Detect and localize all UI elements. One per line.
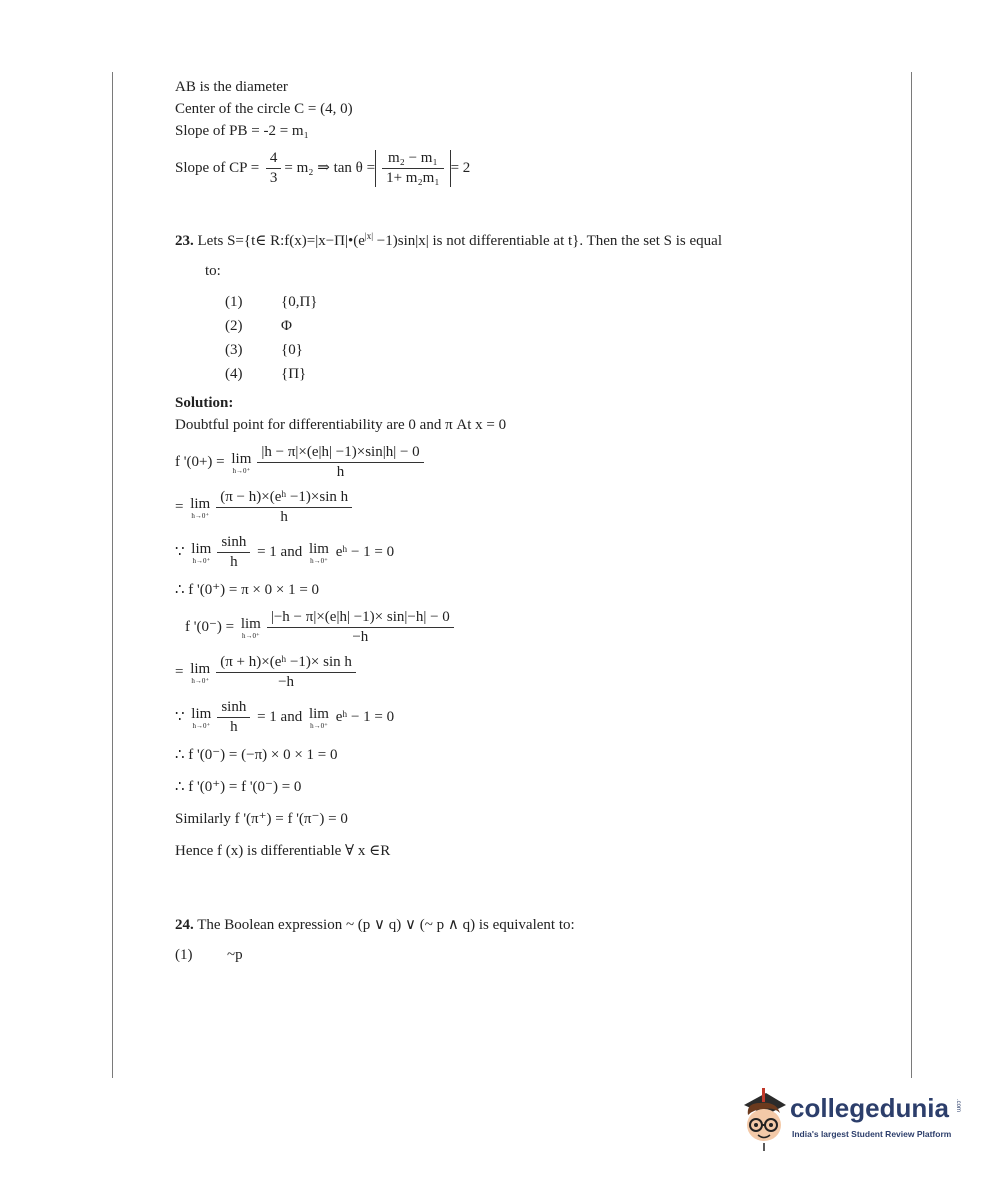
question-23-number: 23.: [175, 233, 194, 249]
equation-3: [175, 534, 875, 571]
left-margin-rule: [112, 72, 113, 1078]
question-24-number: 24.: [175, 917, 194, 933]
question-24: [175, 914, 875, 936]
slope-cp-end: = 2: [450, 159, 471, 176]
equation-right-derivative: [175, 444, 875, 481]
option-value: {0}: [281, 342, 303, 358]
tan-fraction-den: 1+ m₂m₁: [382, 168, 444, 187]
limit-subscript: h→0⁺: [192, 721, 211, 730]
question-23-options: [225, 290, 875, 386]
eq7-num: sinh: [221, 699, 247, 715]
limit-operator: [309, 706, 329, 730]
question-23-text-a: Lets S={t∈ R:f(x)=|x−Π|•(e: [197, 233, 365, 249]
limit-subscript: h→0⁺: [241, 631, 260, 640]
limit-operator: [191, 706, 211, 730]
slope-cp-equation: [175, 150, 875, 187]
intro-line-2: Center of the circle C = (4, 0): [175, 101, 353, 117]
mascot-icon: [740, 1085, 790, 1155]
slope-cp-lead: Slope of CP =: [175, 159, 263, 176]
option-number: (1): [225, 294, 243, 310]
eq7-fraction: [217, 699, 250, 736]
option-number: (3): [225, 342, 243, 358]
eq6-fraction: [216, 654, 356, 691]
eq2-num: (π − h)×(eʰ −1)×sin h: [220, 489, 349, 505]
option-item: [225, 362, 875, 386]
equation-similarly: Similarly f '(π⁺) = f '(π⁻) = 0: [175, 811, 348, 827]
option-number: (4): [225, 366, 243, 382]
eq2-lhs: =: [175, 498, 188, 515]
limit-operator: [191, 541, 211, 565]
option-number: (1): [175, 947, 193, 963]
limit-word: lim: [240, 615, 261, 632]
eq6-lhs: =: [175, 663, 188, 680]
equation-left-derivative: [185, 609, 875, 646]
limit-operator: [241, 616, 261, 640]
tan-fraction-num: m₂ − m₁: [387, 150, 438, 166]
solution-heading: Solution:: [175, 395, 234, 411]
limit-word: lim: [190, 660, 211, 677]
tan-abs-value: [375, 150, 451, 187]
eq5-num: |−h − π|×(e|h| −1)× sin|−h| − 0: [270, 609, 450, 625]
eq6-num: (π + h)×(eʰ −1)× sin h: [220, 654, 352, 670]
eq2-fraction: [216, 489, 352, 526]
limit-word: lim: [191, 705, 212, 722]
limit-operator: [190, 496, 210, 520]
limit-word: lim: [308, 540, 329, 557]
eq3-end: eʰ − 1 = 0: [331, 543, 395, 560]
option-value: {0,Π}: [281, 294, 318, 310]
option-item: [225, 338, 875, 362]
because-symbol: ∵: [175, 543, 189, 560]
limit-subscript: h→0⁺: [232, 466, 251, 475]
limit-subscript: h→0⁺: [191, 511, 210, 520]
eq7-mid: = 1 and: [253, 708, 306, 725]
question-23-text-c: to:: [205, 263, 221, 279]
limit-subscript: h→0⁺: [192, 556, 211, 565]
brand-domain: .com: [955, 1099, 961, 1113]
limit-subscript: h→0⁺: [191, 676, 210, 685]
eq7-end: eʰ − 1 = 0: [331, 708, 395, 725]
intro-line-3: Slope of PB = -2 = m₁: [175, 123, 309, 139]
eq3-num: sinh: [221, 534, 247, 550]
because-symbol: ∵: [175, 708, 189, 725]
equation-4: ∴ f '(0⁺) = π × 0 × 1 = 0: [175, 582, 320, 598]
slope-fraction: [266, 150, 282, 187]
brand-tagline: India's largest Student Review Platform: [792, 1129, 952, 1139]
limit-word: lim: [191, 540, 212, 557]
limit-word: lim: [231, 450, 252, 467]
eq1-fraction: [257, 444, 423, 481]
eq3-mid: = 1 and: [253, 543, 306, 560]
solution-intro: Doubtful point for differentiability are 0 and π At x = 0: [175, 417, 507, 433]
brand-name: collegedunia: [790, 1093, 949, 1123]
eq1-num: |h − π|×(e|h| −1)×sin|h| − 0: [261, 444, 420, 460]
question-23: [175, 225, 875, 252]
eq3-den: h: [217, 552, 250, 571]
collegedunia-logo: [740, 1085, 970, 1155]
option-value: {Π}: [281, 366, 307, 382]
slope-cp-mid: = m₂ ⇒ tan θ =: [284, 159, 376, 176]
option-item: [225, 314, 875, 338]
limit-operator: [231, 451, 251, 475]
equation-2: [175, 489, 875, 526]
question-24-option-1: [175, 944, 875, 966]
eq5-lhs: f '(0⁻) =: [185, 618, 238, 635]
question-23-text-b: −1)sin|x| is not differentiable at t}. Then the set S is equal: [373, 233, 722, 249]
equation-6: [175, 654, 875, 691]
option-item: [225, 290, 875, 314]
limit-word: lim: [308, 705, 329, 722]
eq1-den: h: [257, 462, 423, 481]
limit-subscript: h→0⁺: [310, 556, 328, 565]
slope-fraction-num: 4: [269, 150, 278, 166]
limit-word: lim: [190, 495, 211, 512]
eq2-den: h: [216, 507, 352, 526]
question-23-exponent: |x|: [364, 231, 374, 241]
option-value: ~p: [227, 947, 243, 963]
tan-fraction: [382, 150, 444, 187]
right-margin-rule: [911, 72, 912, 1078]
eq5-fraction: [267, 609, 454, 646]
page-content: [175, 76, 875, 966]
eq5-den: −h: [267, 627, 454, 646]
equation-conclusion: Hence f (x) is differentiable ∀ x ∈R: [175, 843, 391, 859]
eq3-fraction: [217, 534, 250, 571]
question-24-text: The Boolean expression ~ (p ∨ q) ∨ (~ p ∧ q) is equivalent to:: [193, 917, 575, 933]
eq7-den: h: [217, 717, 250, 736]
limit-subscript: h→0⁺: [310, 721, 328, 730]
option-value: Φ: [281, 318, 292, 334]
eq1-lhs: f '(0+) =: [175, 453, 229, 470]
equation-equal-derivatives: ∴ f '(0⁺) = f '(0⁻) = 0: [175, 779, 302, 795]
eq6-den: −h: [216, 672, 356, 691]
equation-7-limits: [175, 699, 875, 736]
option-number: (2): [225, 318, 243, 334]
limit-operator: [190, 661, 210, 685]
intro-line-1: AB is the diameter: [175, 79, 288, 95]
slope-fraction-den: 3: [266, 168, 282, 187]
limit-operator: [309, 541, 329, 565]
equation-left-result: ∴ f '(0⁻) = (−π) × 0 × 1 = 0: [175, 747, 338, 763]
